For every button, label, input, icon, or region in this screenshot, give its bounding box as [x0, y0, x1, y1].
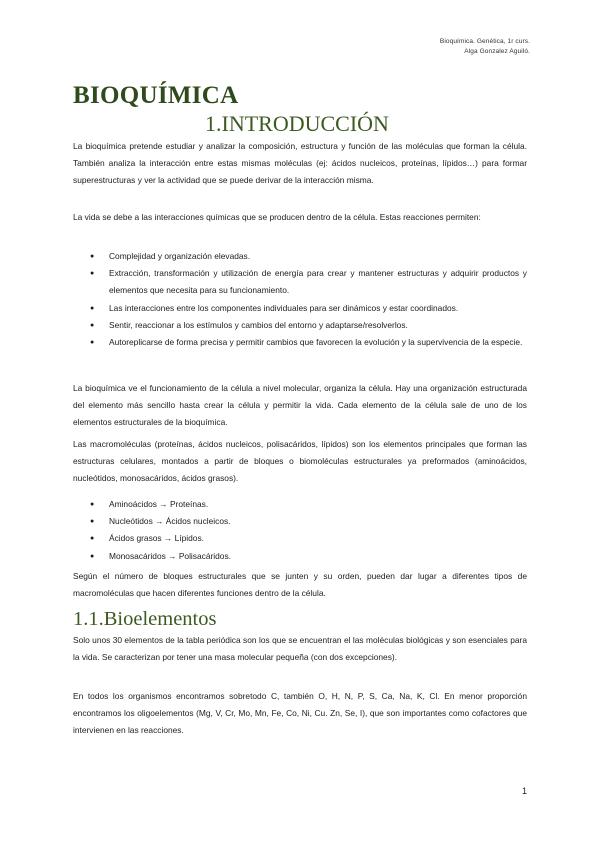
list-item: ● Autoreplicarse de forma precisa y permitir cambios que favorecen la evolución y la supervivencia de la especie. — [90, 334, 527, 351]
bullet-icon: ● — [90, 253, 95, 260]
bullet-icon: ● — [90, 270, 95, 278]
list-item: ● Nucleótidos → Ácidos nucleicos. — [90, 513, 527, 530]
list-item: ● Ácidos grasos → Lípidos. — [90, 530, 527, 547]
bullet-icon: ● — [90, 321, 95, 329]
list-item: ● Sentir, reaccionar a los estímulos y cambios del entorno y adaptarse/resolverlos. — [90, 317, 527, 334]
paragraph-elementos: Solo unos 30 elementos de la tabla periódica son los que se encuentran el las moléculas biológicas y son esenciales para la vida. Se caracterizan por tener una masa molecular pequeña (con dos excepciones). — [73, 635, 527, 663]
section-heading-introduccion: 1.INTRODUCCIÓN — [205, 111, 389, 136]
paragraph-bloques: Según el número de bloques estructurales que se junten y su orden, pueden dar lugar a diferentes tipos de macromoléculas que hacen diferentes funciones dentro de la célula. — [73, 571, 527, 599]
paragraph-funcionamiento: La bioquímica ve el funcionamiento de la célula a nivel molecular, organiza la célula. Hay una organización estructurada del elemento más sencillo hasta crear la célula y permitir la vida. Cada elemento de la célula sale de uno de los elementos estructurales de la bioquímica. — [73, 383, 527, 428]
list-item: ● Monosacáridos → Polisacáridos. — [90, 548, 527, 565]
running-header — [440, 37, 530, 57]
list-biomoleculas — [90, 496, 527, 565]
list-item: ● Aminoácidos → Proteínas. — [90, 496, 527, 513]
section-heading-bioelementos: 1.1.Bioelementos — [73, 608, 217, 630]
page-number: 1 — [521, 786, 527, 796]
bullet-icon: ● — [90, 518, 95, 526]
bullet-icon: ● — [90, 304, 95, 312]
bullet-icon: ● — [90, 501, 95, 508]
list-reacciones — [90, 248, 527, 351]
document-title: BIOQUÍMICA — [73, 82, 239, 109]
list-item: ● Complejidad y organización elevadas. — [90, 248, 527, 265]
paragraph-macromoleculas: Las macromoléculas (proteínas, ácidos nucleicos, polisacáridos, lípidos) son los elementos principales que forman las estructuras celulares, montados a partir de bloques o biomoléculas estructurales ya preformados (aminoácidos, nucleótidos, monosacáridos, ácidos grasos). — [73, 439, 527, 484]
list-item: ● Las interacciones entre los componentes individuales para ser dinámicos y estar coordinados. — [90, 300, 527, 317]
bullet-icon: ● — [90, 535, 95, 543]
bullet-icon: ● — [90, 552, 95, 560]
list-item: ● Extracción, transformación y utilización de energía para crear y mantener estructuras y adquirir productos y elementos que necesita para su funcionamiento. — [90, 265, 527, 299]
paragraph-intro: La bioquímica pretende estudiar y analizar la composición, estructura y función de las moléculas que forman la célula. También analiza la interacción entre estas mismas moléculas (ej: ácidos nucleicos, proteínas, lípidos…) para formar superestructuras y ver la actividad que se puede derivar de la interacción misma. — [73, 141, 527, 186]
paragraph-vida: La vida se debe a las interacciones químicas que se producen dentro de la célula. Estas reacciones permiten: — [73, 212, 481, 222]
bullet-icon: ● — [90, 339, 95, 347]
header-author: Alga Gonzalez Aguiló. — [464, 48, 530, 55]
paragraph-organismos: En todos los organismos encontramos sobretodo C, también O, H, N, P, S, Ca, Na, K, Cl. En menor proporción encontramos los oligoelementos (Mg, V, Cr, Mo, Mn, Fe, Co, Ni, Cu. Zn, Se, I), que son importantes como cofactores que intervienen en las reacciones. — [73, 691, 527, 736]
header-course: Bioquímica. Genética, 1r curs. — [439, 38, 530, 45]
